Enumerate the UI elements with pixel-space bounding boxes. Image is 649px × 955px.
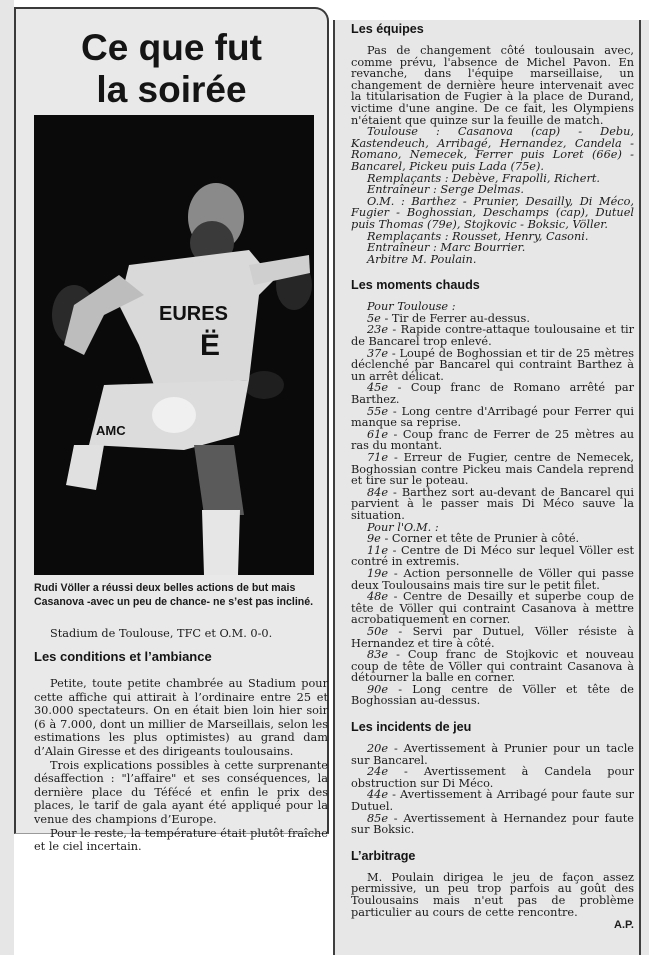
- event-text: - Long centre de Völler et tête de Boghossian au-dessus.: [351, 682, 634, 708]
- minute-label: 20e: [367, 742, 389, 756]
- match-photo: [34, 115, 314, 575]
- jersey-logo: Ë: [200, 329, 221, 362]
- minute-label: 90e: [367, 682, 389, 696]
- minute-label: 84e: [367, 485, 389, 499]
- coach-om: Entraîneur : Marc Bourrier.: [367, 241, 526, 255]
- moments-list-toulouse: [351, 313, 634, 522]
- moment-item: [351, 429, 634, 452]
- event-text: - Centre de Di Méco sur lequel Völler est contré in extremis.: [351, 543, 634, 569]
- minute-label: 61e: [367, 427, 389, 441]
- incident-item: [351, 813, 634, 836]
- event-text: - Avertissement à Arribagé pour faute sur Dutuel.: [351, 788, 634, 814]
- event-text: - Avertissement à Prunier pour un tacle sur Bancarel.: [351, 742, 634, 767]
- incident-item: [351, 743, 634, 766]
- moment-item: [351, 382, 634, 405]
- section-heading-moments: Les moments chauds: [351, 278, 480, 293]
- event-text: - Corner et tête de Prunier à côté.: [380, 532, 580, 546]
- moment-item: [351, 626, 634, 649]
- event-text: - Loupé de Boghossian et tir de 25 mètres déclenché par Bancarel qui contraint Barthez à un arrêt délicat.: [351, 346, 634, 383]
- paragraph: Petite, toute petite chambrée au Stadium pour cette affiche qui attirait à l’ordinaire entre 25 et 30.000 spectateurs. On en était bien loin hier soir (6 à 7.000, dont un millier de Marseillais, selon les estimations les plus optimistes) au grand dam d’Alain Giresse et des dirigeants toulousains.: [34, 677, 328, 758]
- minute-label: 44e: [367, 788, 389, 802]
- event-text: - Tir de Ferrer au-dessus.: [380, 311, 530, 325]
- moment-item: [351, 324, 634, 347]
- event-text: - Coup franc de Romano arrêté par Barthez.: [351, 381, 634, 407]
- moment-item: [351, 684, 634, 707]
- left-article-box: [14, 7, 329, 854]
- team-label-toulouse: Pour Toulouse :: [367, 300, 456, 314]
- coach-toulouse: Entraîneur : Serge Delmas.: [367, 183, 524, 197]
- event-text: - Servi par Dutuel, Völler résiste à Hernandez et tire à côté.: [351, 624, 634, 650]
- right-article-column: [333, 20, 649, 955]
- event-text: - Avertissement à Hernandez pour faute sur Boksic.: [351, 811, 634, 837]
- event-text: - Avertissement à Candela pour obstruction sur Di Méco.: [351, 765, 634, 790]
- moment-item: [351, 591, 634, 626]
- section-heading-arbitrage: L’arbitrage: [351, 848, 416, 863]
- player-photo-illustration: [34, 115, 314, 575]
- minute-label: 11e: [367, 543, 389, 557]
- event-text: - Centre de Desailly et superbe coup de tête de Völler qui contraint Casanova à mettre acrobatiquement en corner.: [351, 590, 634, 627]
- headline: [16, 27, 327, 111]
- minute-label: 9e: [367, 532, 381, 546]
- event-text: - Coup franc de Ferrer de 25 mètres au ras du montant.: [351, 427, 634, 453]
- lineup-om: O.M. : Barthez - Prunier, Desailly, Di Méco, Fugier - Boghossian, Deschamps (cap), Dutuel puis Thomas (79e), Stojkovic - Boksic, Völler.: [351, 194, 634, 231]
- subs-om: Remplaçants : Rousset, Henry, Casoni.: [367, 229, 589, 243]
- event-text: - Erreur de Fugier, centre de Nemecek, Boghossian contre Pickeu mais Candela reprend et tire sur le poteau.: [351, 451, 634, 488]
- incident-item: [351, 766, 634, 789]
- referee: Arbitre M. Poulain.: [367, 252, 477, 266]
- moment-item: [351, 568, 634, 591]
- minute-label: 85e: [367, 811, 389, 825]
- minute-label: 71e: [367, 451, 389, 464]
- moments-list-om: [351, 533, 634, 707]
- minute-label: 45e: [367, 381, 389, 395]
- headline-line-1: Ce que fut: [81, 27, 262, 68]
- photo-caption: Rudi Völler a réussi deux belles actions de but mais Casanova -avec un peu de chance- ne s’est pas incliné.: [34, 582, 314, 608]
- section-heading-conditions: Les conditions et l’ambiance: [34, 649, 212, 664]
- minute-label: 83e: [367, 648, 389, 662]
- minute-label: 48e: [367, 590, 389, 604]
- section-body-conditions: [34, 677, 328, 854]
- section-heading-incidents: Les incidents de jeu: [351, 720, 472, 735]
- event-text: - Rapide contre-attaque toulousaine et tir de Bancarel trop enlevé.: [351, 323, 634, 349]
- minute-label: 50e: [367, 624, 389, 638]
- event-text: - Coup franc de Stojkovic et nouveau coup de tête de Völler qui contraint Casanova à détourner la balle en corner.: [351, 648, 634, 685]
- subs-toulouse: Remplaçants : Debève, Frapolli, Richert.: [367, 171, 601, 185]
- lineup-toulouse: Toulouse : Casanova (cap) - Debu, Kastendeuch, Arribagé, Hernandez, Candela - Romano, Nemecek, Ferrer puis Loret (66e) - Bancarel, Pickeu puis Lada (75e).: [351, 125, 634, 173]
- paragraph: M. Poulain dirigea le jeu de façon assez permissive, un peu trop parfois au goût des Toulousains mais n'eut pas de problème particulier au cours de cette rencontre.: [351, 870, 634, 919]
- incidents-list: [351, 743, 634, 836]
- moment-item: [351, 545, 634, 568]
- paragraph: Pour le reste, la température était plutôt fraîche et le ciel incertain.: [34, 826, 328, 854]
- moment-item: [351, 348, 634, 383]
- moment-item: [351, 406, 634, 429]
- shorts-sponsor: AMC: [96, 423, 126, 438]
- event-text: - Action personnelle de Völler qui passe deux Toulousains mais tire sur le petit filet.: [351, 566, 634, 592]
- right-column-content: [351, 20, 634, 932]
- incident-item: [351, 789, 634, 812]
- author-signature: A.P.: [614, 919, 634, 932]
- moment-item: [351, 649, 634, 684]
- event-text: - Barthez sort au-devant de Bancarel qui parvient à le passer mais Di Méco sauve la situation.: [351, 485, 634, 522]
- match-result: Stadium de Toulouse, TFC et O.M. 0-0.: [50, 627, 273, 640]
- team-label-om: Pour l'O.M. :: [367, 520, 439, 534]
- minute-label: 23e: [367, 323, 389, 337]
- minute-label: 5e: [367, 311, 381, 325]
- minute-label: 55e: [367, 404, 389, 418]
- jersey-sponsor: EURES: [159, 303, 228, 325]
- moment-item: [351, 452, 634, 487]
- minute-label: 24e: [367, 765, 389, 779]
- page-margin: [0, 0, 14, 955]
- paragraph: Trois explications possibles à cette surprenante désaffection : "l’affaire" et ses conséquences, la dernière place du Téfécé et enfin le prix des places, le tarif de gala ayant été appliqué pour la venue des champions d’Europe.: [34, 758, 328, 826]
- paragraph: Pas de changement côté toulousain avec, comme prévu, l'absence de Michel Pavon. En revanche, dans l'équipe marseillaise, un changement de dernière heure intervenait avec la titularisation de Fugier à la place de Durand, victime d'une angine. De ce fait, les Olympiens n'étaient que quinze sur la feuille de match.: [351, 44, 634, 127]
- event-text: - Long centre d'Arribagé pour Ferrer qui manque sa reprise.: [351, 404, 634, 430]
- minute-label: 19e: [367, 566, 389, 580]
- minute-label: 37e: [367, 346, 389, 360]
- moment-item: [351, 487, 634, 522]
- headline-line-2: la soirée: [96, 69, 247, 110]
- section-heading-equipes: Les équipes: [351, 22, 424, 36]
